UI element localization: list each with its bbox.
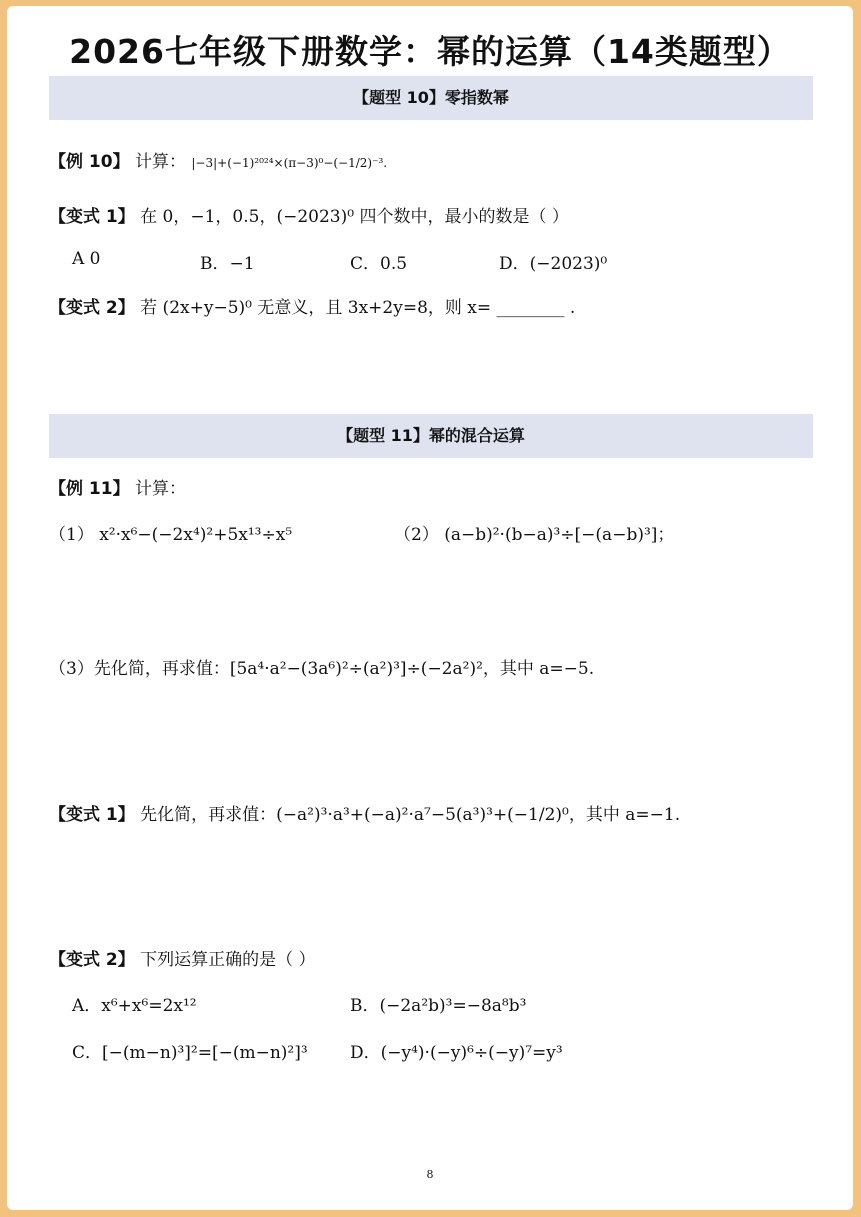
variant-1-text: 在 0，−1，0.5，(−2023)⁰ 四个数中，最小的数是（ ） [140,207,569,227]
option-a: A 0 [72,249,101,269]
example-10 [49,147,387,172]
variant-2-label: 【变式 2】 [49,950,135,970]
example-10-text: 计算： [134,152,186,172]
section-header-10: 【题型 10】零指数幂 [49,76,813,120]
variant-1-text: 先化简，再求值：(−a²)³·a³+(−a)²·a⁷−5(a³)³+(−1/2)⁰，其中 a=−1. [140,805,681,825]
variant-1-q11 [49,800,680,825]
question-1: （1） x²·x⁶−(−2x⁴)²+5x¹³÷x⁵ [49,525,293,545]
option-b: B．−1 [200,254,255,274]
variant-2-text: 下列运算正确的是（ ） [140,950,316,970]
variant-2-q10 [49,293,575,318]
option-c: C．[−(m−n)³]²=[−(m−n)²]³ [72,1043,308,1063]
variant-1-q10 [49,202,569,227]
variant-2-label: 【变式 2】 [49,298,135,318]
variant-2-q11 [49,945,316,970]
option-b: B．(−2a²b)³=−8a⁸b³ [350,996,527,1016]
example-10-label: 【例 10】 [49,152,130,172]
option-d: D．(−2023)⁰ [499,254,608,274]
option-a: A．x⁶+x⁶=2x¹² [72,996,197,1016]
page-title: 2026七年级下册数学：幂的运算（14类题型） [69,32,791,71]
option-c: C．0.5 [350,254,408,274]
question-2: （2） (a−b)²·(b−a)³÷[−(a−b)³]； [394,525,675,545]
variant-1-label: 【变式 1】 [49,207,135,227]
option-d: D．(−y⁴)·(−y)⁶÷(−y)⁷=y³ [350,1043,563,1063]
section-header-11: 【题型 11】幂的混合运算 [49,414,813,458]
question-3: （3）先化简，再求值：[5a⁴·a²−(3a⁶)²÷(a²)³]÷(−2a²)²，其中 a=−5. [49,659,595,679]
example-11-label: 【例 11】 [49,479,130,499]
variant-1-label: 【变式 1】 [49,805,135,825]
example-11-text: 计算： [134,479,186,499]
example-10-expression: |−3|+(−1)²⁰²⁴×(π−3)⁰−(−1/2)⁻³. [191,156,388,170]
example-11 [49,474,186,499]
document-page [7,6,853,1210]
variant-2-text: 若 (2x+y−5)⁰ 无意义，且 3x+2y=8，则 x= ________ . [140,298,576,318]
page-number: 8 [426,1168,434,1181]
